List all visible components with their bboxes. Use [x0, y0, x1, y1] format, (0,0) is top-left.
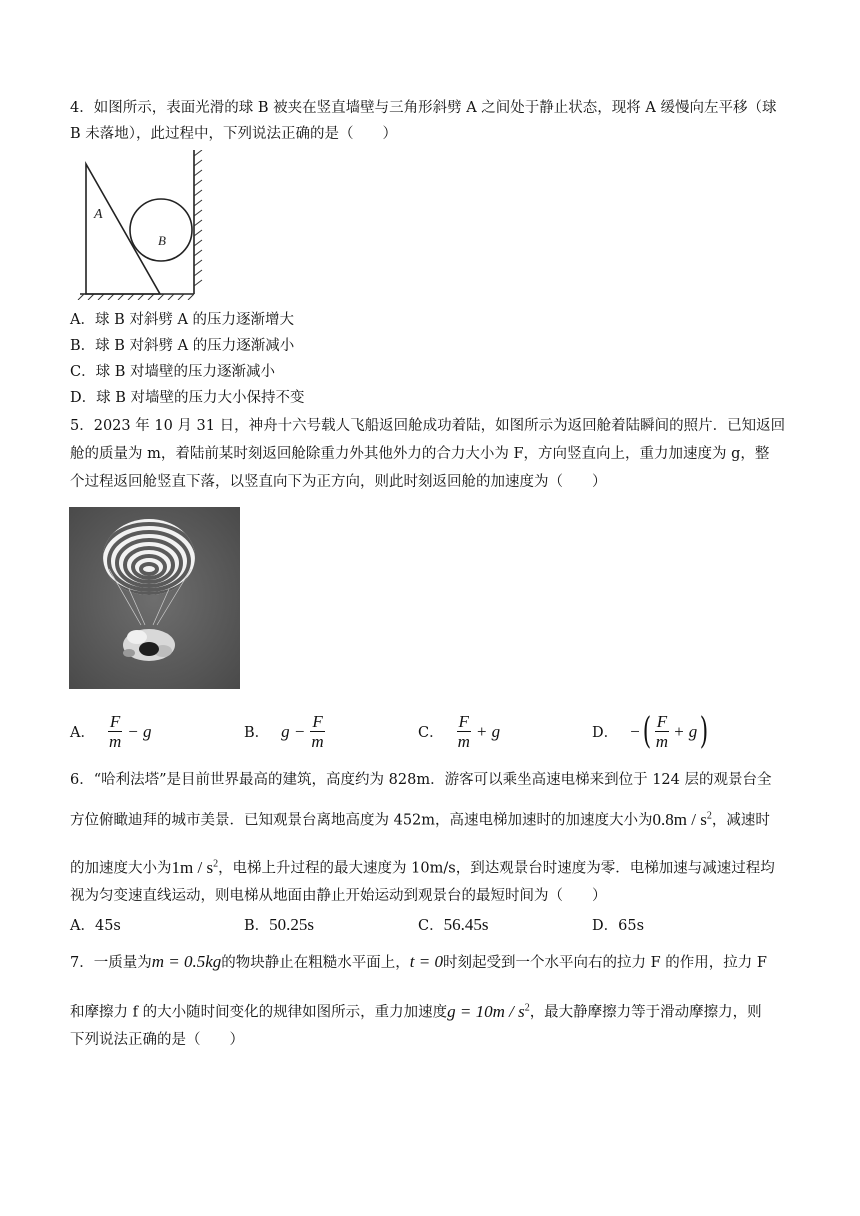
q7-line-2: [70, 998, 762, 1023]
expr-head: g −: [281, 721, 306, 741]
q5-option-d: [592, 712, 711, 751]
q5-photo: [69, 507, 240, 689]
expr-head: −: [630, 721, 640, 741]
q7-line-3: 下列说法正确的是（ ）: [70, 1032, 244, 1048]
numerator: F: [458, 712, 469, 731]
numerator: F: [312, 712, 323, 731]
right-paren: ): [700, 710, 709, 752]
q6-line-2-tail: ，减速时: [711, 812, 770, 829]
option-label: A．: [70, 725, 95, 741]
q7-line-1: [70, 952, 767, 973]
q7-text-c: 时刻起受到一个水平向右的拉力 F 的作用，拉力 F: [442, 955, 767, 971]
q5-option-a: [70, 712, 152, 751]
numerator: F: [656, 712, 668, 731]
denominator: m: [311, 732, 324, 751]
q4-line-1: 4．如图所示，表面光滑的球 B 被夹在竖直墙壁与三角形斜劈 A 之间处于静止状态，现将 A 缓慢向左平移（球: [70, 100, 777, 116]
denominator: m: [457, 732, 470, 751]
accel-value-2: [172, 858, 219, 877]
option-label: C．: [418, 725, 444, 741]
q4-line-2: B 未落地），此过程中，下列说法正确的是（ ）: [70, 126, 398, 142]
wedge-label: A: [94, 207, 103, 222]
gravity-value: [447, 1002, 530, 1021]
q7-text-b: 的物块静止在粗糙水平面上，: [221, 955, 410, 971]
fraction: [456, 712, 472, 751]
q5-line-1: 5．2023 年 10 月 31 日，神舟十六号载人飞船返回舱成功着陆，如图所示为返回舱着陆瞬间的照片．已知返回: [70, 418, 786, 434]
expr-tail: − g: [127, 721, 152, 741]
q4-figure: [70, 150, 210, 300]
q6-option-c: [418, 914, 488, 935]
mass-value: m = 0.5kg: [151, 952, 222, 971]
q7-line-2-text: 和摩擦力 f 的大小随时间变化的规律如图所示，重力加速度: [70, 1004, 448, 1021]
accel-value-2-text: 1m / s: [171, 857, 214, 877]
q6-line-3-head: 的加速度大小为: [70, 860, 172, 877]
q7-text-a: 7．一质量为: [70, 955, 152, 971]
q5-option-b: [244, 712, 326, 751]
ball-label: B: [158, 233, 166, 248]
q7-line-2-tail: ，最大静摩擦力等于滑动摩擦力，则: [529, 1004, 762, 1021]
accel-value-1-text: 0.8m / s: [652, 809, 707, 829]
left-paren: (: [642, 710, 651, 752]
accel-value-1: [653, 810, 712, 829]
option-label: C．: [418, 918, 444, 934]
q6-option-d: D．65s: [592, 918, 645, 934]
expr-tail: + g: [475, 721, 501, 741]
expr-tail: + g: [673, 721, 698, 741]
q4-option-a: A．球 B 对斜劈 A 的压力逐渐增大: [70, 312, 295, 328]
q6-line-3-tail: ，电梯上升过程的最大速度为 10m/s，到达观景台时速度为零．电梯加速与减速过程均: [218, 860, 775, 877]
q6-option-a: A．45s: [70, 918, 121, 934]
q6-line-3: [70, 854, 775, 879]
q6-line-2: [70, 806, 770, 831]
q4-option-d: D．球 B 对墙壁的压力大小保持不变: [70, 390, 305, 406]
q5-line-2: 舱的质量为 m，着陆前某时刻返回舱除重力外其他外力的合力大小为 F，方向竖直向上，重力加速度为 g，整: [70, 446, 770, 462]
denominator: m: [108, 732, 122, 751]
fraction: [654, 712, 670, 751]
fraction: [309, 712, 325, 751]
superscript: 2: [524, 1002, 530, 1013]
q6-line-2-text: 方位俯瞰迪拜的城市美景．已知观景台离地高度为 452m，高速电梯加速时的加速度大小为: [70, 812, 653, 829]
option-label: B．: [244, 725, 270, 741]
gravity-value-text: g = 10m / s: [447, 1001, 525, 1021]
q6-option-b: [244, 914, 314, 935]
numerator: F: [109, 712, 121, 731]
q4-option-b: B．球 B 对斜劈 A 的压力逐渐减小: [70, 338, 295, 354]
superscript: 2: [706, 810, 712, 821]
q6-line-4: 视为匀变速直线运动，则电梯从地面由静止开始运动到观景台的最短时间为（ ）: [70, 888, 607, 904]
option-value: 56.45s: [443, 914, 489, 934]
superscript: 2: [213, 858, 219, 869]
fraction: [107, 712, 123, 751]
time-value: t = 0: [409, 952, 443, 971]
option-value: 50.25s: [269, 914, 315, 934]
option-label: B．: [244, 918, 270, 934]
q6-line-1: 6．“哈利法塔”是目前世界最高的建筑，高度约为 828m．游客可以乘坐高速电梯来到位于 124 层的观景台全: [70, 772, 772, 788]
q5-option-c: [418, 712, 500, 751]
q5-line-3: 个过程返回舱竖直下落，以竖直向下为正方向，则此时刻返回舱的加速度为（ ）: [70, 474, 607, 490]
option-label: D．: [592, 725, 619, 741]
q4-option-c: C．球 B 对墙壁的压力逐渐减小: [70, 364, 275, 380]
denominator: m: [655, 732, 669, 751]
